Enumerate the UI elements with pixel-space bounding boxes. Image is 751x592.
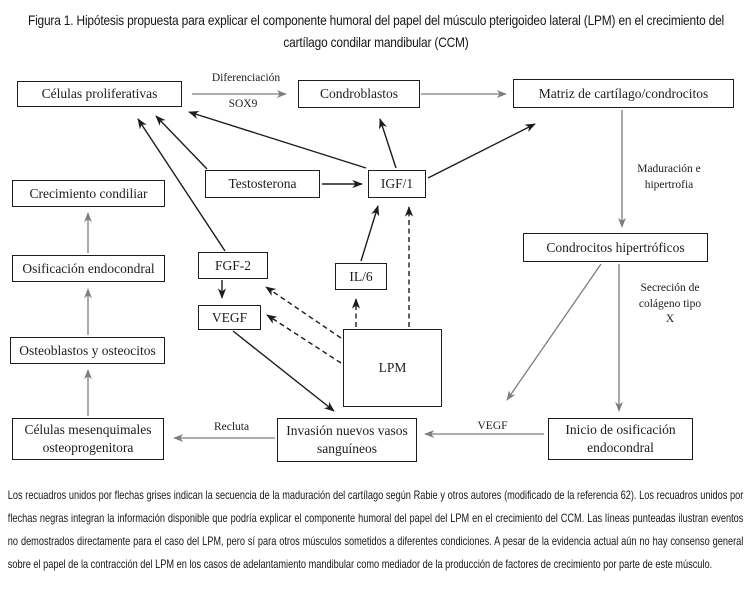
arrow-il6-to-igf1	[361, 206, 378, 261]
box-testosterona: Testosterona	[205, 170, 320, 198]
label-maduracion-hipertrofia: Maduración e hipertrofia	[637, 163, 701, 191]
arrow-vegf-to-invasion	[233, 331, 334, 411]
arrow-lpm-to-fgf2	[266, 287, 341, 338]
label-sox9: SOX9	[228, 98, 258, 110]
box-il6: IL/6	[335, 263, 387, 290]
box-lpm: LPM	[343, 329, 442, 407]
box-osteoblastos: Osteoblastos y osteocitos	[10, 337, 165, 364]
box-crecimiento-condiliar: Crecimiento condiliar	[12, 180, 165, 207]
figure-title-line1: Figura 1. Hipótesis propuesta para explicar el componente humoral del papel del músculo pterigoideo lateral (LPM) en el crecimiento del	[27, 12, 725, 28]
figure-caption: Los recuadros unidos por flechas grises indican la secuencia de la maduración del cartílago según Rabie y otros autores (modificado de la referencia 62). Los recuadros unidos por flechas negras integran la información disponible que podría explicar el componente humoral del papel del LPM en el crecimiento del CCM. Las líneas punteadas ilustran eventos no demostrados directamente para el caso del LPM, pero sí para otros músculos sometidos a diferentes condiciones. A pesar de la evidencia actual aún no hay consenso general sobre el papel de la contracción del LPM en los casos de adelantamiento mandibular como mediador de la producción de factores de crecimiento por parte de este músculo.	[7, 488, 744, 571]
box-condrocitos-hipertroficos: Condrocitos hipertróficos	[523, 233, 708, 262]
arrow-condrocitos-to-invasion	[507, 264, 601, 400]
label-vegf-arrow: VEGF	[477, 420, 508, 432]
label-recluta: Recluta	[213, 421, 250, 433]
box-condroblastos: Condroblastos	[298, 80, 420, 108]
box-osificacion-endocondral: Osificación endocondral	[12, 255, 165, 282]
label-diferenciacion: Diferenciación	[211, 72, 281, 84]
box-invasion-vasos: Invasión nuevos vasos sanguíneos	[277, 418, 417, 462]
arrow-testosterona-to-proliferativas	[156, 116, 207, 169]
box-igf1: IGF/1	[368, 170, 426, 198]
box-fgf2: FGF-2	[198, 252, 268, 279]
arrow-igf1-to-proliferativas	[189, 112, 366, 168]
arrow-igf1-to-matriz	[428, 124, 535, 178]
box-inicio-osificacion: Inicio de osificación endocondral	[548, 418, 693, 460]
figure-title-line2: cartílago condilar mandibular (CCM)	[283, 34, 469, 50]
box-celulas-proliferativas: Células proliferativas	[17, 81, 182, 107]
box-matriz-cartilago: Matriz de cartílago/condrocitos	[513, 79, 734, 108]
arrow-igf1-to-condroblastos	[380, 119, 396, 168]
box-vegf: VEGF	[198, 305, 261, 330]
arrow-lpm-to-vegf	[267, 315, 341, 363]
label-secrecion-colageno: Secreción de colágeno tipo X	[638, 282, 702, 326]
box-celulas-mesenquimales: Células mesenquimales osteoprogenitora	[12, 418, 164, 460]
